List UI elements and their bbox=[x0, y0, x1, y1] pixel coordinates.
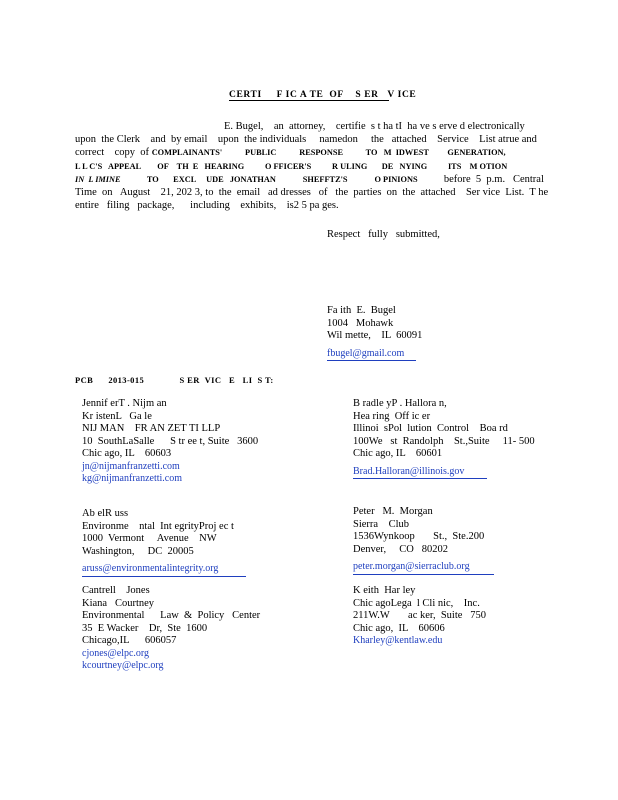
contact-email[interactable]: jn@nijmanfranzetti.com bbox=[82, 460, 180, 472]
service-list-heading: PCB 2013-015 S ER VIC E LI S T: bbox=[75, 375, 274, 385]
contact-line: Washington, DC 20005 bbox=[82, 545, 194, 557]
signer-email[interactable]: fbugel@gmail.com bbox=[327, 348, 416, 362]
contact-email[interactable]: kcourtney@elpc.org bbox=[82, 660, 164, 671]
deadline-text: before 5 p.m. Central bbox=[443, 174, 544, 185]
contact-line: 35 E Wacker Dr, Ste 1600 bbox=[82, 622, 208, 634]
signer-city: Wil mette, IL 60091 bbox=[327, 330, 423, 341]
motion-title-part-3: TO EXCL UDE JONATHAN SHEFFTZ'S O PINIONS bbox=[146, 175, 418, 184]
contact-email[interactable]: peter.morgan@sierraclub.org bbox=[353, 561, 494, 575]
contact-line: Kiana Courtney bbox=[82, 597, 155, 609]
signer-street: 1004 Mohawk bbox=[327, 317, 394, 329]
in-limine-text: IN L IMINE bbox=[75, 175, 121, 184]
contact-email[interactable]: Kharley@kentlaw.edu bbox=[353, 635, 443, 646]
contact-line: Chic ago, IL 60606 bbox=[353, 622, 445, 634]
contact-line: B radle yP . Hallora n, bbox=[353, 398, 447, 409]
contact-line: Sierra Club bbox=[353, 518, 409, 530]
contact-line: 1536Wynkoop St., Ste.200 bbox=[353, 531, 485, 542]
contact-line: Jennif erT . Nijm an bbox=[82, 398, 167, 409]
contact-line: Chic ago, IL 60601 bbox=[353, 448, 443, 459]
contact-line: NIJ MAN FR AN ZET TI LLP bbox=[82, 423, 221, 434]
body-line-1: E. Bugel, an attorney, certifie s t ha tI ha ve s erve d electronically bbox=[224, 121, 525, 132]
certificate-title: CERTI F IC A TE OF S ER V ICE bbox=[229, 90, 417, 100]
contact-line: 1000 Vermont Avenue NW bbox=[82, 533, 217, 544]
contact-email[interactable]: Brad.Halloran@illinois.gov bbox=[353, 466, 487, 480]
motion-title-part-1: COMPLAINANTS' PUBLIC RESPONSE TO M IDWEST GENERATION, bbox=[151, 148, 506, 157]
contact-line: Cantrell Jones bbox=[82, 585, 150, 596]
contact-line: Environmental Law & Policy Center bbox=[82, 610, 261, 621]
contact-line: 100We st Randolph St.,Suite 11- 500 bbox=[353, 435, 535, 447]
signer-email-link[interactable] bbox=[327, 347, 405, 362]
closing-text: Respect fully submitted, bbox=[327, 229, 440, 240]
motion-title-part-2: L L C'S APPEAL OF TH E HEARING O FFICER'S R ULING DE NYING ITS M OTION bbox=[75, 162, 508, 171]
contact-line: Denver, CO 80202 bbox=[353, 543, 448, 555]
contact-line: Chic agoLega l Cli nic, Inc. bbox=[353, 597, 480, 609]
contact-email[interactable]: kg@nijmanfranzetti.com bbox=[82, 473, 183, 484]
contact-russ bbox=[82, 508, 246, 577]
contact-line: Peter M. Morgan bbox=[353, 506, 433, 517]
contact-line: Environme ntal Int egrityProj ec t bbox=[82, 520, 234, 532]
signer-name: Fa ith E. Bugel bbox=[327, 305, 396, 316]
contact-line: Chicago,IL 606057 bbox=[82, 635, 177, 646]
contact-line: Hea ring Off ic er bbox=[353, 410, 431, 422]
contact-line: 10 SouthLaSalle S tr ee t, Suite 3600 bbox=[82, 435, 259, 447]
title-underline bbox=[229, 100, 389, 101]
contact-line: K eith Har ley bbox=[353, 585, 416, 596]
body-line-5 bbox=[75, 173, 544, 186]
contact-nijman bbox=[82, 398, 258, 486]
body-line-7: entire filing package, including exhibits, is2 5 pa ges. bbox=[75, 200, 339, 211]
contact-line: Illinoi sPol lution Control Boa rd bbox=[353, 423, 508, 434]
contact-line: Kr istenL Ga le bbox=[82, 410, 152, 422]
contact-email[interactable]: cjones@elpc.org bbox=[82, 647, 150, 659]
contact-harley bbox=[353, 585, 486, 648]
contact-line: Chic ago, IL 60603 bbox=[82, 448, 172, 459]
contact-halloran bbox=[353, 398, 535, 479]
body-line-3 bbox=[75, 146, 506, 159]
body-line-2: upon the Clerk and by email upon the individuals namedon the attached Service List atrue and bbox=[75, 134, 537, 145]
contact-morgan bbox=[353, 506, 494, 575]
contact-line: 211W.W ac ker, Suite 750 bbox=[353, 610, 487, 621]
body-line-6: Time on August 21, 202 3, to the email ad dresses of the parties on the attached Ser vice List. T he bbox=[75, 187, 549, 198]
contact-elpc bbox=[82, 585, 260, 673]
signature-block bbox=[327, 305, 422, 361]
body-line-3-lead: correct copy of bbox=[75, 147, 152, 158]
contact-email[interactable]: aruss@environmentalintegrity.org bbox=[82, 563, 246, 577]
contact-line: Ab elR uss bbox=[82, 508, 129, 519]
